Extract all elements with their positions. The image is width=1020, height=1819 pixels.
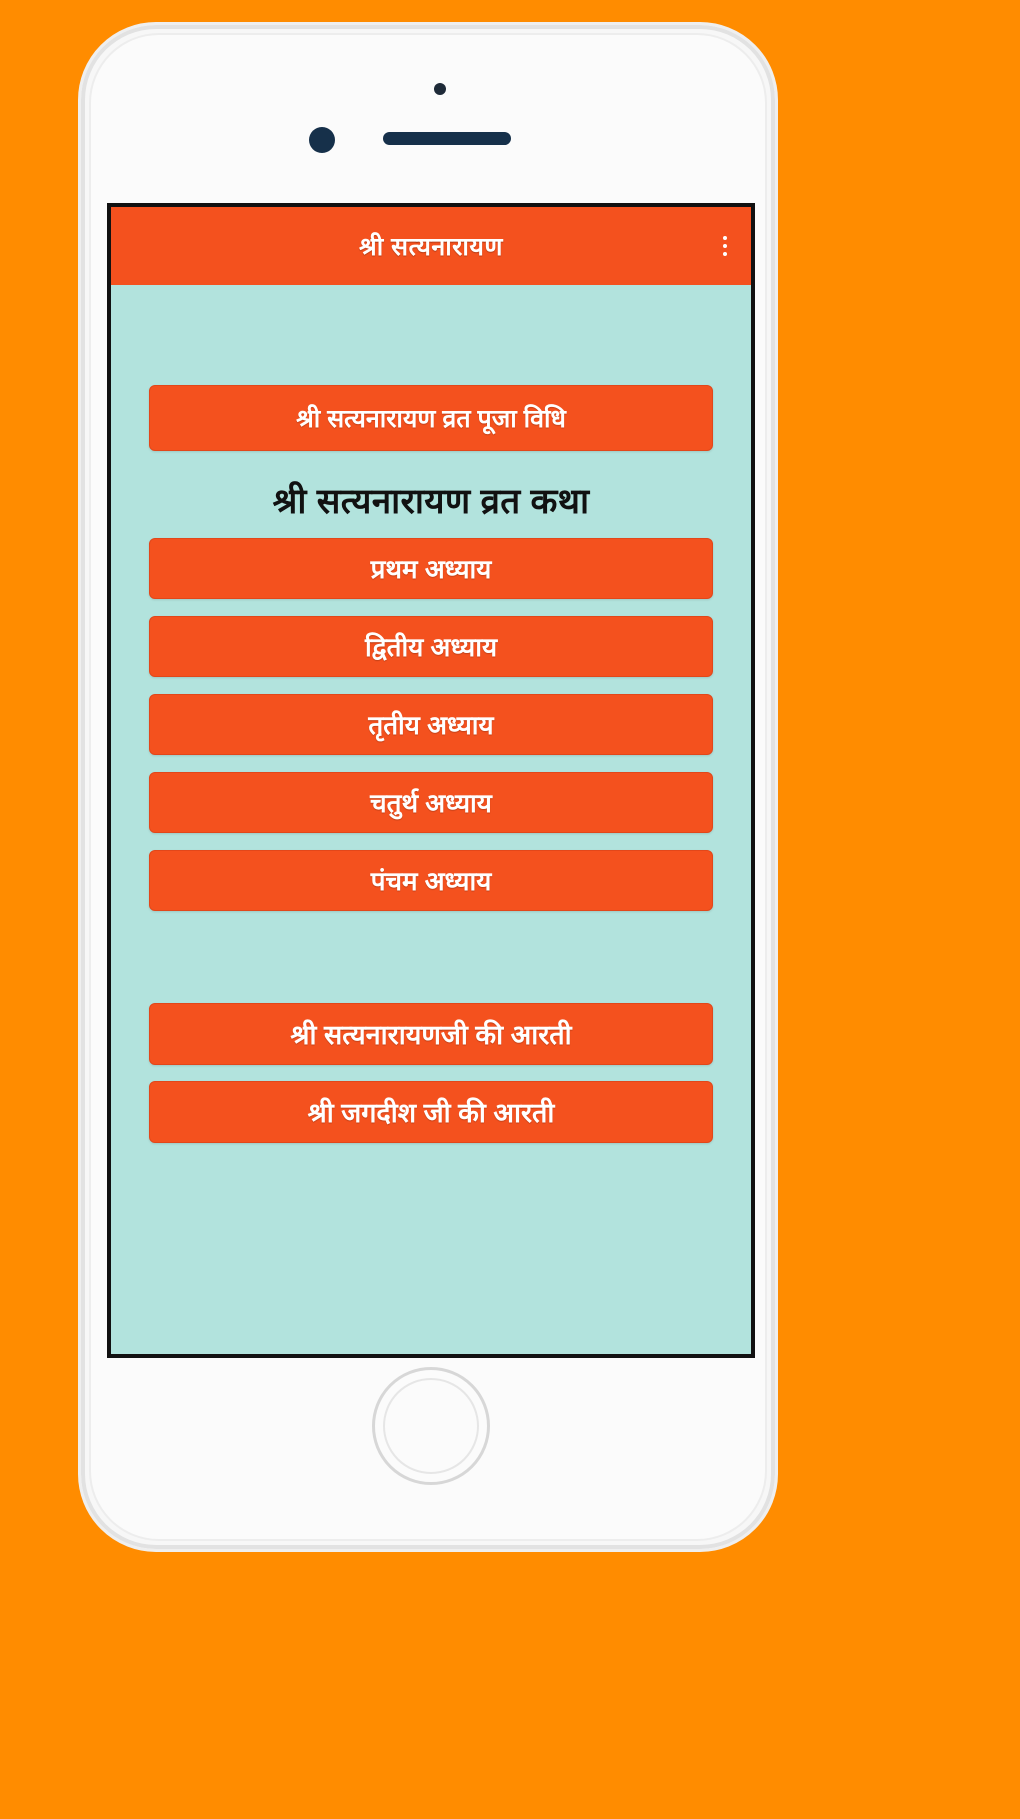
camera-dot-icon	[434, 83, 446, 95]
speaker-grill-icon	[383, 132, 511, 145]
app-title: श्री सत्यनारायण	[359, 233, 503, 261]
home-button-icon[interactable]	[372, 1367, 490, 1485]
chapter-button-1[interactable]: प्रथम अध्याय	[149, 538, 713, 599]
more-vertical-icon[interactable]	[719, 232, 731, 260]
chapter-button-5[interactable]: पंचम अध्याय	[149, 850, 713, 911]
sensor-dot-icon	[309, 127, 335, 153]
chapter-list	[149, 538, 713, 911]
aarti-button-jagdish[interactable]: श्री जगदीश जी की आरती	[149, 1081, 713, 1143]
main-content	[111, 385, 751, 1358]
puja-vidhi-button[interactable]: श्री सत्यनारायण व्रत पूजा विधि	[149, 385, 713, 451]
chapter-button-4[interactable]: चतुर्थ अध्याय	[149, 772, 713, 833]
katha-heading: श्री सत्यनारायण व्रत कथा	[272, 482, 590, 521]
app-bar	[111, 207, 751, 285]
chapter-button-2[interactable]: द्वितीय अध्याय	[149, 616, 713, 677]
aarti-list	[149, 1003, 713, 1143]
phone-screen	[107, 203, 755, 1358]
phone-frame	[78, 22, 778, 1552]
aarti-button-satyanarayan[interactable]: श्री सत्यनारायणजी की आरती	[149, 1003, 713, 1065]
chapter-button-3[interactable]: तृतीय अध्याय	[149, 694, 713, 755]
